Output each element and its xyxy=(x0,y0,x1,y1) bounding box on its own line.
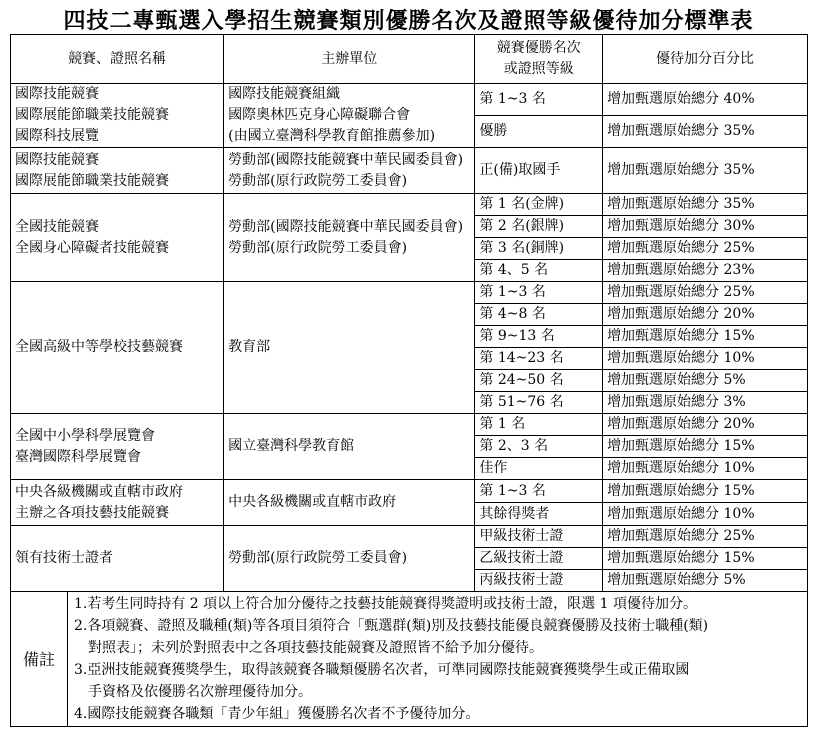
table-row xyxy=(11,194,808,216)
rank-cell: 第 1 名 xyxy=(475,414,603,436)
rank-cell: 第 1 名(金牌) xyxy=(475,194,603,216)
organizer-name: 國立臺灣科學教育館 xyxy=(228,438,355,454)
notes-cell xyxy=(11,592,808,727)
notes-label: 備註 xyxy=(11,592,68,726)
document-title: 四技二專甄選入學招生競賽類別優勝名次及證照等級優待加分標準表 xyxy=(63,8,754,34)
competition-name-cell xyxy=(11,282,224,414)
bonus-cell: 增加甄選原始總分 10% xyxy=(603,458,808,480)
competition-name-cell xyxy=(11,414,224,480)
bonus-cell: 增加甄選原始總分 15% xyxy=(603,480,808,503)
note-line: 對照表」；未列於對照表中之各項技藝技能競賽及證照皆不給予加分優待。 xyxy=(88,640,543,656)
rank-cell: 第 1~3 名 xyxy=(475,480,603,503)
organizer-name: 勞動部(國際技能競賽中華民國委員會) xyxy=(228,218,464,235)
competition-name: 全國身心障礙者技能競賽 xyxy=(15,239,169,256)
rank-cell: 丙級技術士證 xyxy=(475,570,603,592)
header-rank-line1: 競賽優勝名次 xyxy=(496,40,581,56)
bonus-cell: 增加甄選原始總分 25% xyxy=(603,238,808,260)
competition-name-cell xyxy=(11,194,224,282)
header-rank-line2: 或證照等級 xyxy=(503,61,574,77)
organizer-name: 教育部 xyxy=(228,339,271,355)
header-name: 競賽、證照名稱 xyxy=(11,35,224,84)
bonus-cell: 增加甄選原始總分 25% xyxy=(603,282,808,304)
rank-cell: 第 14~23 名 xyxy=(475,348,603,370)
rank-cell: 其餘得獎者 xyxy=(475,503,603,526)
rank-cell: 佳作 xyxy=(475,458,603,480)
organizer-name: 勞動部(國際技能競賽中華民國委員會) xyxy=(228,151,464,168)
competition-name: 國際科技展覽 xyxy=(15,128,99,144)
rank-cell: 第 24~50 名 xyxy=(475,370,603,392)
bonus-cell: 增加甄選原始總分 15% xyxy=(603,548,808,570)
table-row xyxy=(11,526,808,548)
competition-name: 主辦之各項技藝技能競賽 xyxy=(15,504,169,521)
rank-cell: 第 2 名(銀牌) xyxy=(475,216,603,238)
table-row xyxy=(11,282,808,304)
bonus-cell: 增加甄選原始總分 35% xyxy=(603,116,808,148)
organizer-cell xyxy=(224,414,475,480)
bonus-cell: 增加甄選原始總分 20% xyxy=(603,414,808,436)
competition-name: 國際技能競賽 xyxy=(15,86,99,102)
rank-cell: 第 4~8 名 xyxy=(475,304,603,326)
organizer-name: (由國立臺灣科學教育館推薦參加) xyxy=(228,128,436,144)
notes-content xyxy=(68,592,807,726)
header-bonus: 優待加分百分比 xyxy=(603,35,808,84)
organizer-name: 勞動部(原行政院勞工委員會) xyxy=(228,550,408,566)
rank-cell: 優勝 xyxy=(475,116,603,148)
organizer-name: 國際技能競賽組織 xyxy=(228,86,341,102)
competition-name-cell xyxy=(11,480,224,526)
organizer-cell xyxy=(224,282,475,414)
organizer-cell xyxy=(224,148,475,194)
note-line: 4.國際技能競賽各職類「青少年組」獲優勝名次者不予優待加分。 xyxy=(74,706,480,722)
competition-name: 國際技能競賽 xyxy=(15,151,99,168)
competition-name-cell xyxy=(11,84,224,148)
table-row xyxy=(11,414,808,436)
bonus-cell: 增加甄選原始總分 23% xyxy=(603,260,808,282)
note-line: 手資格及依優勝名次辦理優待加分。 xyxy=(88,684,312,700)
organizer-cell xyxy=(224,480,475,526)
organizer-name: 勞動部(原行政院勞工委員會) xyxy=(228,172,408,189)
rank-cell: 正(備)取國手 xyxy=(475,148,603,194)
rank-cell: 第 4、5 名 xyxy=(475,260,603,282)
header-rank xyxy=(475,35,603,84)
competition-name: 臺灣國際科學展覽會 xyxy=(15,448,141,465)
competition-name: 全國中小學科學展覽會 xyxy=(15,427,155,444)
header-organizer: 主辦單位 xyxy=(224,35,475,84)
note-line: 3.亞洲技能競賽獲獎學生，取得該競賽各職類優勝名次者，可準同國際技能競賽獲獎學生或正備取國 xyxy=(74,662,690,678)
rank-cell: 乙級技術士證 xyxy=(475,548,603,570)
bonus-cell: 增加甄選原始總分 15% xyxy=(603,436,808,458)
organizer-cell xyxy=(224,194,475,282)
rank-cell: 第 1~3 名 xyxy=(475,84,603,116)
bonus-cell: 增加甄選原始總分 40% xyxy=(603,84,808,116)
organizer-name: 國際奧林匹克身心障礙聯合會 xyxy=(228,107,411,123)
organizer-name: 勞動部(原行政院勞工委員會) xyxy=(228,239,408,256)
bonus-standard-table xyxy=(10,34,808,727)
bonus-cell: 增加甄選原始總分 10% xyxy=(603,348,808,370)
rank-cell: 第 3 名(銅牌) xyxy=(475,238,603,260)
organizer-name: 中央各級機關或直轄市政府 xyxy=(228,494,397,510)
bonus-cell: 增加甄選原始總分 10% xyxy=(603,503,808,526)
organizer-cell xyxy=(224,526,475,592)
table-row xyxy=(11,148,808,194)
note-line: 1.若考生同時持有 2 項以上符合加分優待之技藝技能競賽得獎證明或技術士證，限選 1 項優待加分。 xyxy=(74,596,697,612)
competition-name-cell xyxy=(11,148,224,194)
table-row xyxy=(11,480,808,503)
bonus-cell: 增加甄選原始總分 5% xyxy=(603,370,808,392)
table-body xyxy=(11,84,808,727)
competition-name: 全國技能競賽 xyxy=(15,218,99,235)
competition-name: 領有技術士證者 xyxy=(15,550,113,566)
bonus-cell: 增加甄選原始總分 30% xyxy=(603,216,808,238)
bonus-cell: 增加甄選原始總分 35% xyxy=(603,194,808,216)
rank-cell: 甲級技術士證 xyxy=(475,526,603,548)
competition-name: 國際展能節職業技能競賽 xyxy=(15,107,169,123)
bonus-cell: 增加甄選原始總分 20% xyxy=(603,304,808,326)
table-row xyxy=(11,84,808,116)
organizer-cell xyxy=(224,84,475,148)
competition-name: 全國高級中等學校技藝競賽 xyxy=(15,339,183,355)
bonus-cell: 增加甄選原始總分 35% xyxy=(603,148,808,194)
notes-row xyxy=(11,592,808,727)
competition-name: 中央各級機關或直轄市政府 xyxy=(15,483,183,500)
bonus-cell: 增加甄選原始總分 25% xyxy=(603,526,808,548)
note-line: 2.各項競賽、證照及職種(類)等各項目須符合「甄選群(類)別及技藝技能優良競賽優勝及技術士職種(類) xyxy=(74,618,709,634)
rank-cell: 第 2、3 名 xyxy=(475,436,603,458)
bonus-cell: 增加甄選原始總分 15% xyxy=(603,326,808,348)
bonus-cell: 增加甄選原始總分 5% xyxy=(603,570,808,592)
bonus-cell: 增加甄選原始總分 3% xyxy=(603,392,808,414)
competition-name-cell xyxy=(11,526,224,592)
rank-cell: 第 51~76 名 xyxy=(475,392,603,414)
rank-cell: 第 1~3 名 xyxy=(475,282,603,304)
competition-name: 國際展能節職業技能競賽 xyxy=(15,172,169,189)
rank-cell: 第 9~13 名 xyxy=(475,326,603,348)
